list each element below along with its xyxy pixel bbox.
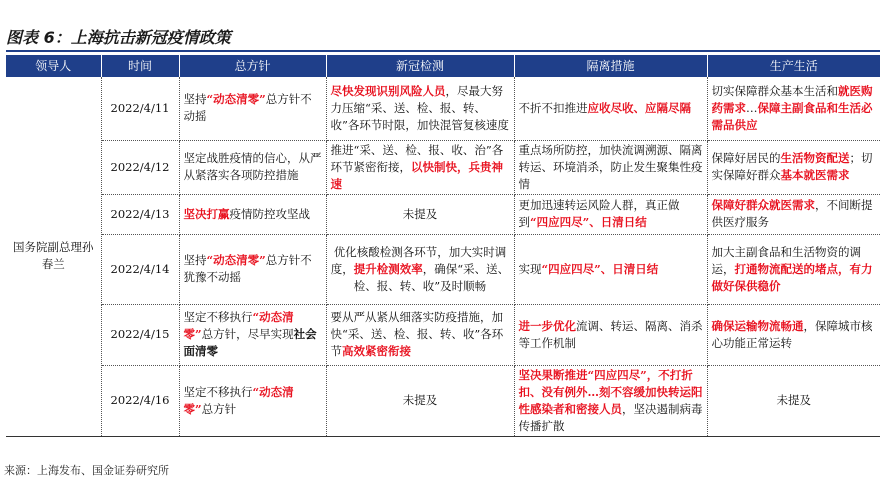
testing-cell xyxy=(326,304,514,365)
cell-text: 未提及 xyxy=(402,393,438,407)
highlight-text: “动态清零” xyxy=(183,384,294,416)
table-row xyxy=(6,140,880,194)
cell-text: 切实保障群众基本生活和 xyxy=(711,83,838,98)
cell-text: 不折不扣推进 xyxy=(518,100,588,115)
highlight-text: 提升检测效率 xyxy=(353,261,423,276)
cell-text: 总方针，尽早实现 xyxy=(201,327,294,341)
highlight-text: 进一步优化 xyxy=(518,318,576,333)
table-row xyxy=(6,365,880,436)
policy-cell xyxy=(179,365,326,436)
cell-text: … xyxy=(746,100,758,115)
life-cell xyxy=(707,234,880,304)
policy-cell xyxy=(179,234,326,304)
isolation-cell xyxy=(514,234,707,304)
testing-cell xyxy=(326,140,514,194)
isolation-cell xyxy=(514,365,707,436)
isolation-cell xyxy=(514,140,707,194)
cell-text: 优化核酸检测各环节，加大实时调度， xyxy=(330,244,507,276)
header-leader: 领导人 xyxy=(6,55,101,77)
highlight-text: “动态清零” xyxy=(183,310,294,341)
isolation-cell xyxy=(514,304,707,365)
testing-cell xyxy=(326,77,514,140)
highlight-text: “动态清零” xyxy=(206,253,266,267)
cell-text: 未提及 xyxy=(776,393,811,407)
table-row xyxy=(6,234,880,304)
cell-text: 实现 xyxy=(518,261,542,276)
header-date: 时间 xyxy=(101,55,179,77)
highlight-text: 生活物资配送 xyxy=(780,151,850,165)
highlight-text: “四应四尽”、日清日结 xyxy=(530,215,647,229)
cell-text: 坚定战胜疫情的信心，从严从紧落实各项防控措施 xyxy=(183,151,322,182)
cell-text: 推进“采、送、检、报、收、治”各环节紧密衔接， xyxy=(330,142,504,174)
leader-cell: 国务院副总理孙春兰 xyxy=(6,77,101,436)
table-row xyxy=(6,194,880,234)
header-isolation: 隔离措施 xyxy=(514,55,707,77)
highlight-text: 打通物流配送的堵点，有力做好保供稳价 xyxy=(711,261,873,293)
cell-text: ，不间断提供医疗服务 xyxy=(711,198,873,229)
life-cell xyxy=(707,140,880,194)
highlight-text: 保障好群众就医需求 xyxy=(711,198,815,212)
isolation-cell xyxy=(514,194,707,234)
cell-text: ，尽最大努力压缩“采、送、检、报、转、收”各环节时限，加快混管复核速度 xyxy=(330,83,509,132)
date-cell: 2022/4/12 xyxy=(101,140,179,194)
header-testing: 新冠检测 xyxy=(326,55,514,77)
cell-text: 总方针 xyxy=(201,401,237,416)
policy-cell xyxy=(179,304,326,365)
life-cell xyxy=(707,77,880,140)
highlight-text: 尽快发现识别风险人员 xyxy=(330,83,446,98)
highlight-text: 高效紧密衔接 xyxy=(342,344,411,358)
date-cell: 2022/4/14 xyxy=(101,234,179,304)
isolation-cell xyxy=(514,77,707,140)
header-life: 生产生活 xyxy=(707,55,880,77)
cell-text: 保障好居民的 xyxy=(711,151,781,165)
cell-text: 坚持 xyxy=(183,253,207,267)
policy-cell xyxy=(179,77,326,140)
life-cell xyxy=(707,304,880,365)
cell-text: 重点场所防控，加快流调溯源、隔离转运、环境消杀，防止发生聚集性疫情 xyxy=(518,142,703,191)
cell-text: 总方针不犹豫不动摇 xyxy=(183,253,312,284)
cell-text: 要从严从紧从细落实防疫措施，加快“采、送、检、报、转、收”各环节 xyxy=(330,310,504,358)
highlight-text: 就医购药需求 xyxy=(711,83,873,115)
cell-text: ，坚决遏制病毒传播扩散 xyxy=(518,401,703,433)
cell-text: 总方针不动摇 xyxy=(183,92,312,124)
date-cell: 2022/4/11 xyxy=(101,77,179,140)
cell-text: 坚定不移执行 xyxy=(183,310,253,324)
highlight-text: 保障主副食品和生活必需品供应 xyxy=(711,100,873,132)
cell-text: ，确保“采、送、检、报、转、收”及时顺畅 xyxy=(353,261,510,293)
policy-cell xyxy=(179,194,326,234)
life-cell xyxy=(707,194,880,234)
source-note: 来源：上海发布、国金证券研究所 xyxy=(4,464,169,477)
table-row xyxy=(6,304,880,365)
cell-text: 坚定不移执行 xyxy=(183,384,253,399)
policy-table xyxy=(6,55,880,437)
table-body xyxy=(6,77,880,436)
cell-text: 社会面清零 xyxy=(183,327,317,358)
highlight-text: 坚决打赢 xyxy=(183,206,230,221)
table-row xyxy=(6,77,880,140)
testing-cell xyxy=(326,194,514,234)
cell-text: 疫情防控攻坚战 xyxy=(229,206,310,221)
highlight-text: 坚决果断推进“四应四尽”，不打折扣、没有例外…刻不容缓加快转运阳性感染者和密接人员 xyxy=(518,367,703,416)
testing-cell xyxy=(326,365,514,436)
cell-text: 加大主副食品和生活物资的调运， xyxy=(711,244,861,276)
date-cell: 2022/4/16 xyxy=(101,365,179,436)
table-header-row xyxy=(6,55,880,77)
testing-cell xyxy=(326,234,514,304)
highlight-text: 以快制快，兵贵神速 xyxy=(330,159,503,191)
highlight-text: 基本就医需求 xyxy=(780,168,850,182)
cell-text: ；切实保障好群众 xyxy=(711,151,873,182)
cell-text: 流调、转运、隔离、消杀等工作机制 xyxy=(518,318,703,350)
cell-text: 更加迅速转运风险人群，真正做到 xyxy=(518,198,680,229)
cell-text: 坚持 xyxy=(183,92,207,107)
cell-text: 未提及 xyxy=(402,206,438,221)
life-cell xyxy=(707,365,880,436)
header-policy: 总方针 xyxy=(179,55,326,77)
date-cell: 2022/4/15 xyxy=(101,304,179,365)
date-cell: 2022/4/13 xyxy=(101,194,179,234)
highlight-text: 应收尽收、应隔尽隔 xyxy=(587,100,691,115)
figure-title: 图表 6：上海抗击新冠疫情政策 xyxy=(6,24,880,52)
policy-cell xyxy=(179,140,326,194)
cell-text: ，保障城市核心功能正常运转 xyxy=(711,318,873,350)
highlight-text: “动态清零” xyxy=(206,92,266,107)
highlight-text: “四应四尽”、日清日结 xyxy=(541,261,659,276)
highlight-text: 确保运输物流畅通 xyxy=(711,318,804,333)
